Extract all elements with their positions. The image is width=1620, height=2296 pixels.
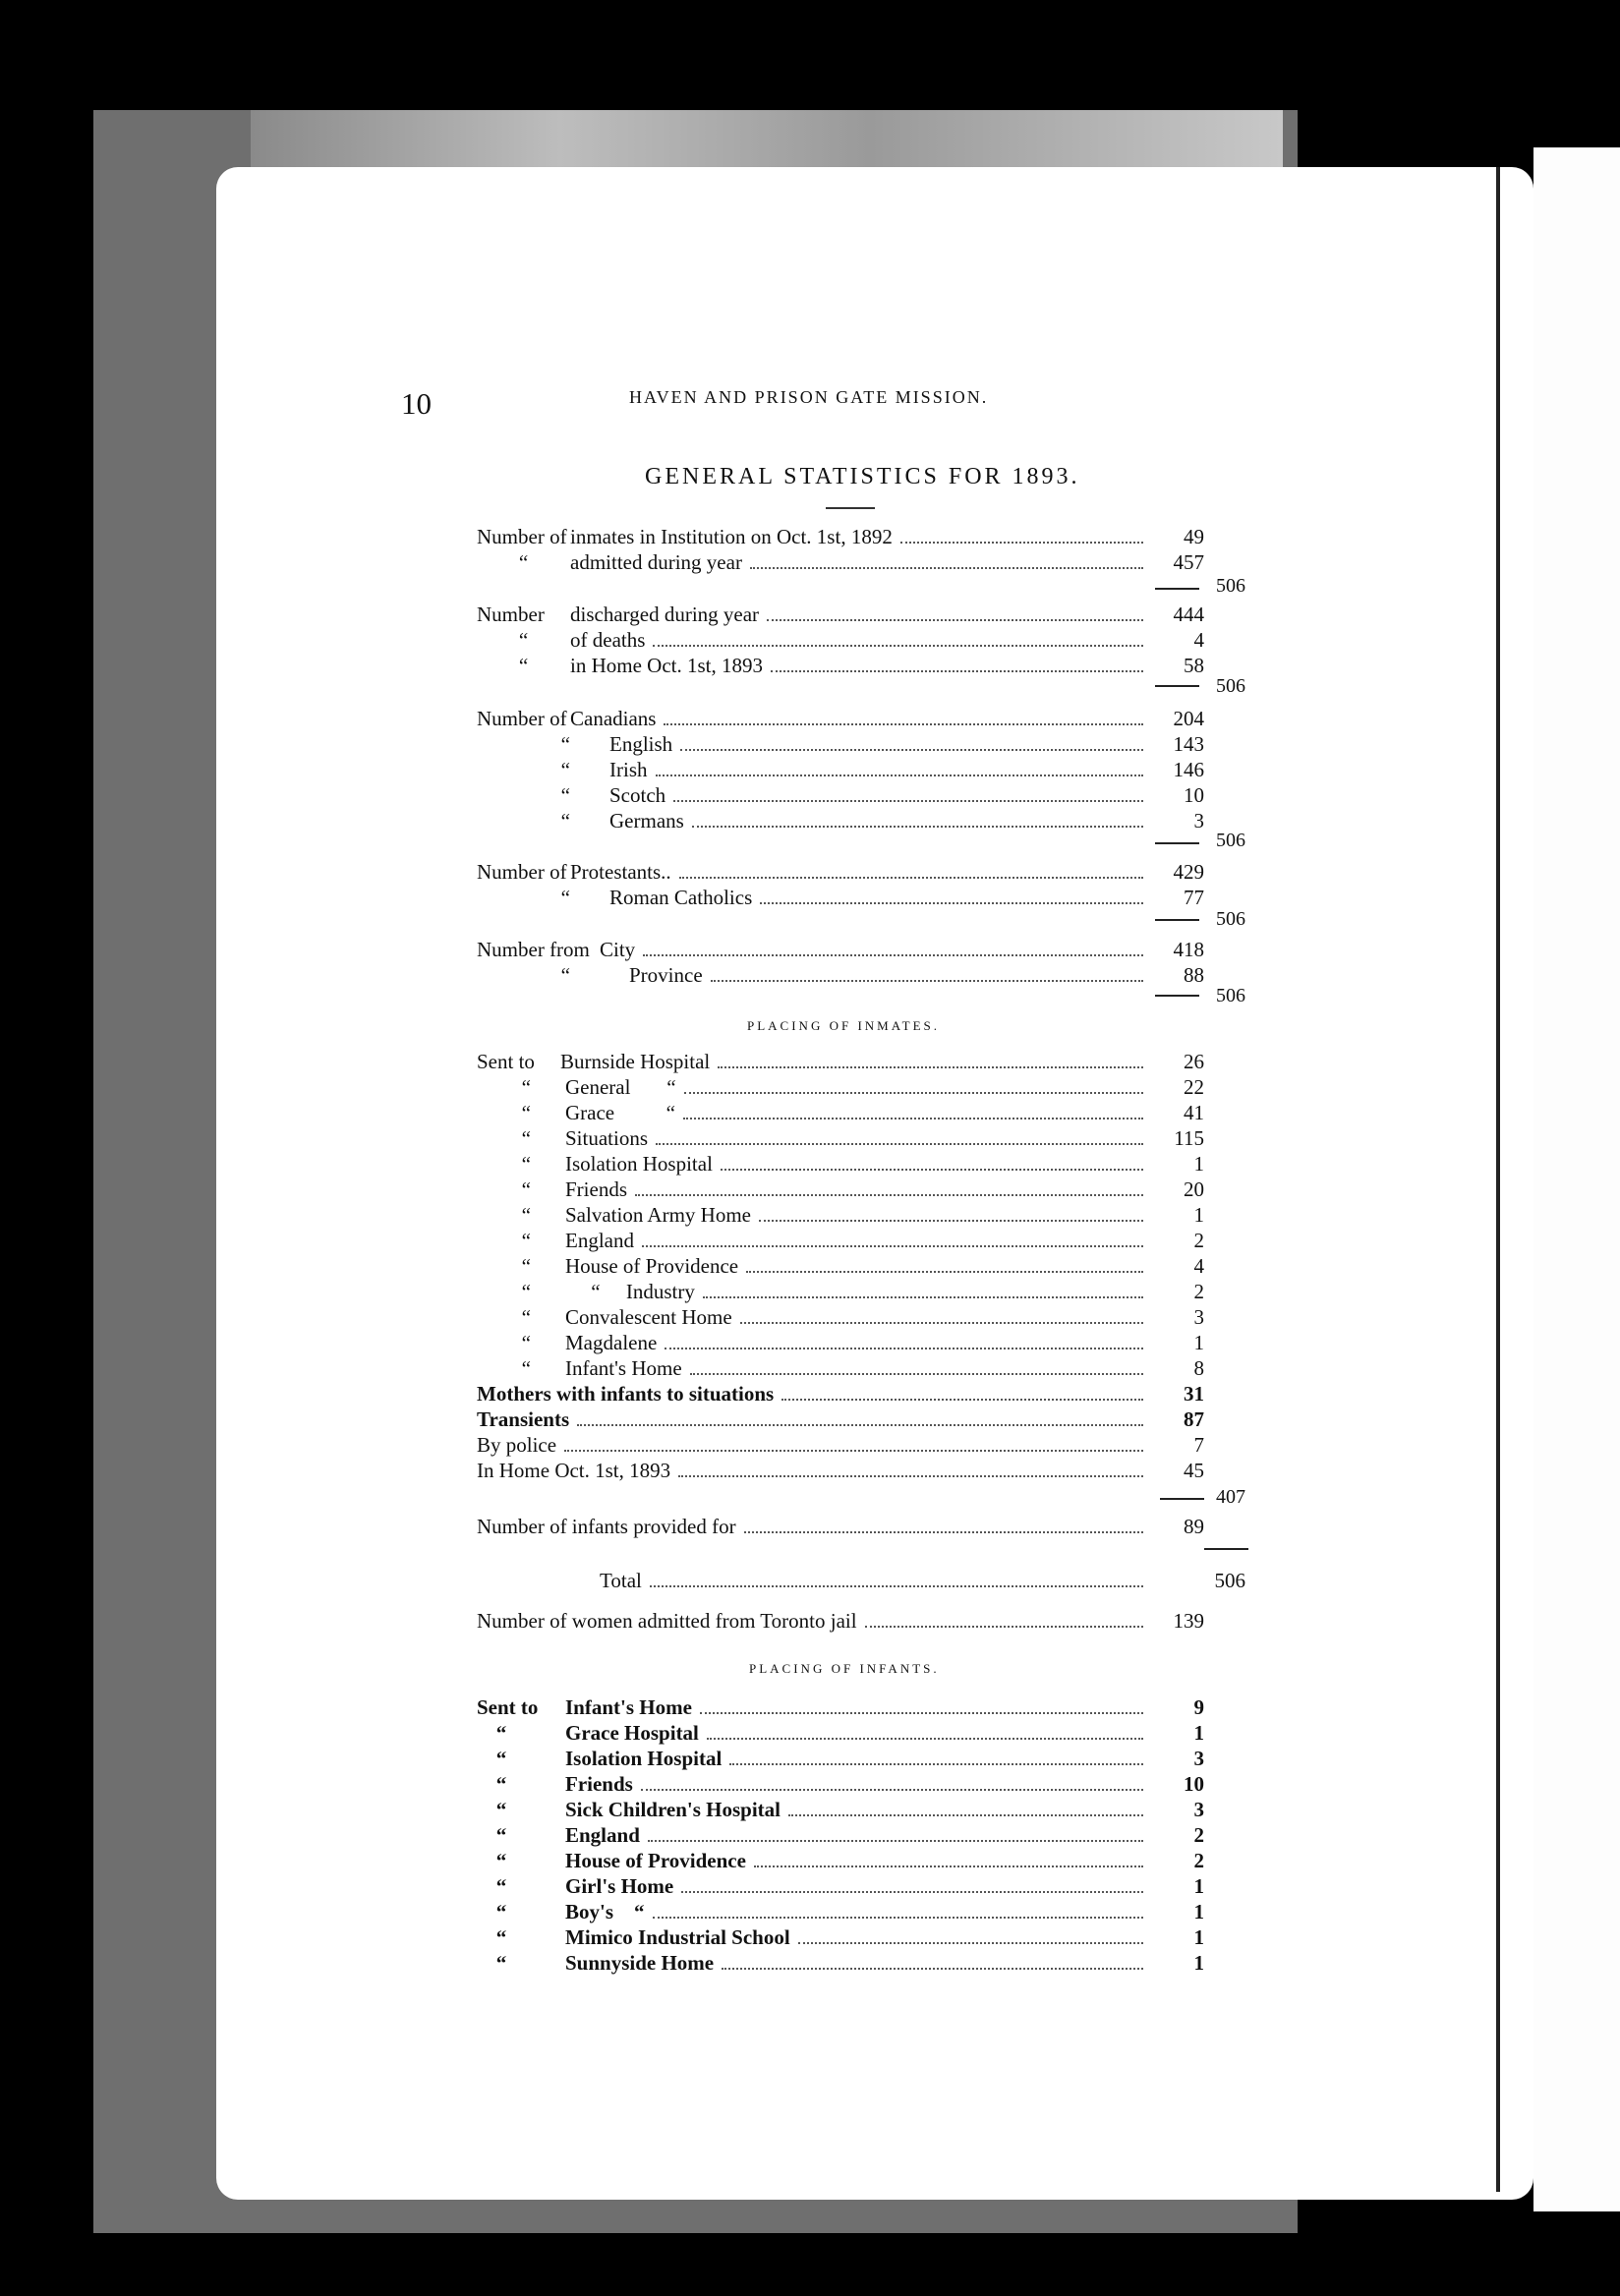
- row-lead-word: “: [521, 1331, 531, 1354]
- row-lead-word: Sent to: [477, 1695, 539, 1719]
- row-lead-word: “: [560, 732, 570, 756]
- table-row: [477, 1950, 1204, 1976]
- row-label-group: [477, 1355, 682, 1381]
- row-label: House of Providence: [565, 1254, 739, 1278]
- row-label: Total: [600, 1569, 642, 1592]
- dot-leader: [643, 954, 1143, 956]
- row-label: England: [565, 1823, 640, 1847]
- table-row: [477, 1253, 1204, 1279]
- row-value: 506: [1214, 1569, 1245, 1592]
- table-row: [477, 937, 1204, 962]
- row-lead-word: “: [495, 1721, 507, 1745]
- row-label-group: [477, 1432, 556, 1458]
- total-rule: [1160, 1498, 1204, 1500]
- row-lead-word: “: [560, 963, 570, 987]
- dot-leader: [642, 1245, 1143, 1247]
- row-lead-word: Number of: [477, 860, 567, 884]
- running-title: HAVEN AND PRISON GATE MISSION.: [629, 387, 989, 407]
- row-value: 10: [1184, 783, 1204, 807]
- row-label: By police: [477, 1433, 557, 1457]
- table-row: [477, 1304, 1204, 1330]
- row-label-group: [477, 1568, 642, 1593]
- row-label-group: [477, 1100, 675, 1125]
- row-value: 26: [1184, 1050, 1204, 1073]
- dot-leader: [641, 1789, 1143, 1791]
- row-label-group: [477, 1746, 722, 1771]
- row-value: 3: [1193, 809, 1204, 832]
- table-row: [477, 1873, 1204, 1899]
- row-label: inmates in Institution on Oct. 1st, 1892: [570, 525, 893, 548]
- row-value: 457: [1173, 550, 1204, 574]
- row-lead-word: “: [495, 1925, 507, 1949]
- row-label: General “: [565, 1075, 676, 1099]
- dot-leader: [788, 1814, 1143, 1816]
- row-value: 22: [1184, 1075, 1204, 1099]
- row-label: Magdalene: [565, 1331, 658, 1354]
- row-label-group: [477, 1720, 699, 1746]
- row-label: discharged during year: [570, 603, 760, 626]
- row-label-group: [477, 627, 645, 653]
- table-row: [477, 1100, 1204, 1125]
- row-label: Girl's Home: [565, 1874, 674, 1898]
- row-value: 8: [1193, 1356, 1204, 1380]
- section-1-total: 506: [1216, 575, 1245, 597]
- row-label-group: [477, 1151, 713, 1177]
- table-row: [477, 1279, 1204, 1304]
- dot-leader: [760, 902, 1143, 904]
- dot-leader: [718, 1066, 1143, 1068]
- row-lead-word: “: [518, 628, 529, 652]
- row-label: Scotch: [609, 783, 666, 807]
- row-label: House of Providence: [565, 1849, 746, 1872]
- row-lead-word: “: [495, 1798, 507, 1821]
- row-label-group: [477, 1074, 676, 1100]
- total-rule: [1155, 919, 1199, 921]
- row-value: 77: [1184, 886, 1204, 909]
- total-rule: [1204, 1548, 1248, 1550]
- dot-leader: [700, 1712, 1143, 1714]
- table-row: [477, 757, 1204, 782]
- row-label-group: [477, 653, 763, 678]
- dot-leader: [781, 1399, 1143, 1401]
- row-lead-word: “: [521, 1305, 531, 1329]
- row-label-group: [477, 1228, 634, 1253]
- row-label: Roman Catholics: [609, 886, 753, 909]
- dot-leader: [729, 1763, 1143, 1765]
- dot-leader: [650, 1585, 1143, 1587]
- row-lead-word: “: [518, 654, 529, 677]
- dot-leader: [656, 1143, 1143, 1145]
- table-row: [477, 885, 1204, 910]
- dot-leader: [722, 1968, 1143, 1970]
- table-row: [477, 549, 1204, 575]
- dot-leader: [746, 1271, 1143, 1273]
- dot-leader: [703, 1296, 1143, 1298]
- row-value: 143: [1173, 732, 1204, 756]
- row-label: Canadians: [570, 707, 657, 730]
- row-label-group: [477, 808, 684, 833]
- row-lead-word: “: [521, 1203, 531, 1227]
- row-value: 1: [1193, 1925, 1204, 1949]
- dot-leader: [744, 1531, 1143, 1533]
- row-value: 9: [1193, 1695, 1204, 1719]
- row-label-group: [477, 1950, 714, 1976]
- table-row: [477, 782, 1204, 808]
- dot-leader: [665, 1348, 1143, 1349]
- row-value: 146: [1173, 758, 1204, 781]
- table-row: [477, 1074, 1204, 1100]
- row-label: Infant's Home: [565, 1356, 682, 1380]
- row-label: Situations: [565, 1126, 649, 1150]
- row-label: Germans: [609, 809, 684, 832]
- row-lead-word: “: [521, 1126, 531, 1150]
- row-value: 45: [1184, 1459, 1204, 1482]
- row-value: 3: [1193, 1798, 1204, 1821]
- subtotal-value: 407: [1216, 1486, 1245, 1508]
- dot-leader: [711, 980, 1143, 982]
- dot-leader: [656, 775, 1144, 776]
- row-value: 10: [1184, 1772, 1204, 1796]
- row-label: Transients: [477, 1407, 570, 1431]
- row-label: Isolation Hospital: [565, 1747, 723, 1770]
- row-value: 58: [1184, 654, 1204, 677]
- row-value: 31: [1184, 1382, 1204, 1406]
- table-row: [477, 1746, 1204, 1771]
- row-lead-word: “: [495, 1772, 507, 1796]
- row-lead-word: “: [495, 1874, 507, 1898]
- row-label: Isolation Hospital: [565, 1152, 713, 1176]
- row-value: 1: [1193, 1951, 1204, 1975]
- table-row: [477, 1848, 1204, 1873]
- total-rule: [1155, 842, 1199, 844]
- row-value: 49: [1184, 525, 1204, 548]
- row-label-group: [477, 524, 893, 549]
- row-lead-word: “: [518, 550, 529, 574]
- table-row: [477, 1355, 1204, 1381]
- row-label: England: [565, 1229, 634, 1252]
- table-row: [477, 1125, 1204, 1151]
- page-binding-edge: [1496, 167, 1500, 2192]
- row-value: 115: [1174, 1126, 1204, 1150]
- row-label: Province: [629, 963, 703, 987]
- table-row: [477, 1771, 1204, 1797]
- row-label-group: [477, 1049, 710, 1074]
- dot-leader: [653, 1917, 1143, 1919]
- total-rule: [1155, 995, 1199, 997]
- row-value: 3: [1193, 1747, 1204, 1770]
- dot-leader: [740, 1322, 1143, 1324]
- total-rule: [1155, 588, 1199, 590]
- table-row: [477, 1228, 1204, 1253]
- row-label-group: [477, 1608, 857, 1634]
- table-row: [477, 1202, 1204, 1228]
- row-label-group: [477, 1848, 746, 1873]
- table-row: [477, 962, 1204, 988]
- section-2-total: 506: [1216, 675, 1245, 697]
- row-lead-word: Sent to: [477, 1050, 535, 1073]
- dot-leader: [679, 877, 1143, 879]
- row-lead-word: “: [495, 1900, 507, 1923]
- section-5-total: 506: [1216, 985, 1245, 1006]
- row-label: City: [600, 938, 636, 961]
- table-row: [477, 627, 1204, 653]
- row-label: Mimico Industrial School: [565, 1925, 790, 1949]
- row-label-group: [477, 1406, 569, 1432]
- row-label: Grace “: [565, 1101, 675, 1124]
- row-lead-word: “: [521, 1075, 531, 1099]
- row-label-group: [477, 1304, 732, 1330]
- page-number: 10: [401, 386, 432, 421]
- row-label: of deaths: [570, 628, 646, 652]
- row-label-group: [477, 1694, 692, 1720]
- row-lead-word: “: [521, 1356, 531, 1380]
- row-label: “ Industry: [565, 1280, 695, 1303]
- row-value: 20: [1184, 1177, 1204, 1201]
- dot-leader: [564, 1450, 1143, 1452]
- row-lead-word: “: [560, 809, 570, 832]
- table-row: [477, 524, 1204, 549]
- row-lead-word: “: [560, 783, 570, 807]
- row-label-group: [477, 885, 752, 910]
- row-value: 88: [1184, 963, 1204, 987]
- dot-leader: [678, 1475, 1143, 1477]
- placing-of-infants-heading: PLACING OF INFANTS.: [749, 1661, 940, 1676]
- row-label-group: [477, 1253, 738, 1279]
- row-label: Grace Hospital: [565, 1721, 699, 1745]
- row-label-group: [477, 1822, 640, 1848]
- row-label-group: [477, 1330, 657, 1355]
- table-row: [477, 1694, 1204, 1720]
- table-row: [477, 1177, 1204, 1202]
- table-row: [477, 1822, 1204, 1848]
- row-value: 1: [1193, 1874, 1204, 1898]
- row-value: 3: [1193, 1305, 1204, 1329]
- row-lead-word: Number: [477, 603, 545, 626]
- row-label-group: [477, 549, 742, 575]
- row-lead-word: “: [521, 1101, 531, 1124]
- row-lead-word: “: [521, 1280, 531, 1303]
- row-label: Burnside Hospital: [560, 1050, 711, 1073]
- dot-leader: [681, 1891, 1143, 1893]
- dot-leader: [664, 723, 1143, 725]
- table-row: [477, 1720, 1204, 1746]
- row-label-group: [477, 1381, 774, 1406]
- row-label: Protestants..: [570, 860, 671, 884]
- section-4-total: 506: [1216, 908, 1245, 930]
- table-row: [477, 1049, 1204, 1074]
- row-lead-word: “: [495, 1849, 507, 1872]
- adjacent-page-edge: [1533, 147, 1620, 2211]
- row-label-group: [477, 962, 703, 988]
- row-value: 1: [1193, 1152, 1204, 1176]
- table-row: [477, 1381, 1204, 1406]
- dot-leader: [798, 1942, 1143, 1944]
- row-lead-word: “: [495, 1823, 507, 1847]
- section-3-total: 506: [1216, 830, 1245, 851]
- row-label: Irish: [609, 758, 648, 781]
- row-label-group: [477, 1202, 751, 1228]
- dot-leader: [759, 1220, 1143, 1222]
- row-value: 444: [1173, 603, 1204, 626]
- row-value: 2: [1193, 1849, 1204, 1872]
- row-label: Convalescent Home: [565, 1305, 732, 1329]
- row-label-group: [477, 1771, 633, 1797]
- row-label-group: [477, 602, 759, 627]
- row-label-group: [477, 1873, 673, 1899]
- row-label-group: [477, 1177, 627, 1202]
- row-value: 418: [1173, 938, 1204, 961]
- row-value: 89: [1184, 1515, 1204, 1538]
- row-label: in Home Oct. 1st, 1893: [570, 654, 763, 677]
- row-label: Friends: [565, 1177, 627, 1201]
- row-lead-word: “: [521, 1254, 531, 1278]
- row-value: 41: [1184, 1101, 1204, 1124]
- row-lead-word: “: [521, 1177, 531, 1201]
- row-label-group: [477, 859, 671, 885]
- row-value: 2: [1193, 1823, 1204, 1847]
- title-rule: [826, 507, 875, 509]
- dot-leader: [683, 1118, 1143, 1119]
- table-row: [477, 1406, 1204, 1432]
- table-row: [477, 1608, 1204, 1634]
- table-row: [477, 859, 1204, 885]
- row-value: 7: [1193, 1433, 1204, 1457]
- row-value: 1: [1193, 1721, 1204, 1745]
- row-value: 1: [1193, 1331, 1204, 1354]
- dot-leader: [707, 1738, 1143, 1740]
- row-value: 4: [1193, 1254, 1204, 1278]
- dot-leader: [721, 1169, 1143, 1171]
- row-value: 4: [1193, 628, 1204, 652]
- dot-leader: [865, 1626, 1143, 1628]
- table-row: [477, 602, 1204, 627]
- row-label: Friends: [565, 1772, 633, 1796]
- row-label-group: [477, 1279, 695, 1304]
- row-label-group: [477, 1924, 790, 1950]
- placing-of-inmates-heading: PLACING OF INMATES.: [747, 1018, 941, 1033]
- row-label: admitted during year: [570, 550, 742, 574]
- table-row: [477, 653, 1204, 678]
- row-value: 1: [1193, 1900, 1204, 1923]
- row-label-group: [477, 706, 656, 731]
- row-lead-word: “: [560, 886, 570, 909]
- dot-leader: [750, 567, 1143, 569]
- table-row: [477, 1330, 1204, 1355]
- dot-leader: [684, 1092, 1143, 1094]
- table-row: [477, 1432, 1204, 1458]
- dot-leader: [754, 1866, 1143, 1867]
- row-value: 1: [1193, 1203, 1204, 1227]
- row-label-group: [477, 1899, 645, 1924]
- dot-leader: [577, 1424, 1143, 1426]
- row-label-group: [477, 1458, 670, 1483]
- dot-leader: [635, 1194, 1143, 1196]
- page-title: GENERAL STATISTICS FOR 1893.: [645, 464, 1080, 489]
- row-label: Infant's Home: [565, 1695, 692, 1719]
- row-label-group: [477, 937, 635, 962]
- table-row: [477, 1899, 1204, 1924]
- row-value: 429: [1173, 860, 1204, 884]
- row-lead-word: Number of: [477, 525, 567, 548]
- table-row: [477, 808, 1204, 833]
- row-label-group: [477, 1514, 736, 1539]
- dot-leader: [680, 749, 1143, 751]
- row-value: 204: [1173, 707, 1204, 730]
- row-label-group: [477, 1797, 781, 1822]
- row-lead-word: “: [495, 1951, 507, 1975]
- dot-leader: [673, 800, 1143, 802]
- dot-leader: [767, 619, 1143, 621]
- row-label: Salvation Army Home: [565, 1203, 751, 1227]
- row-label-group: [477, 782, 665, 808]
- row-value: 139: [1173, 1609, 1204, 1633]
- row-value: 87: [1184, 1407, 1204, 1431]
- table-row: [477, 1514, 1204, 1539]
- dot-leader: [690, 1373, 1143, 1375]
- dot-leader: [692, 826, 1143, 828]
- dot-leader: [771, 670, 1143, 672]
- row-label-group: [477, 757, 648, 782]
- row-lead-word: “: [560, 758, 570, 781]
- dot-leader: [653, 645, 1143, 647]
- row-label-group: [477, 1125, 648, 1151]
- table-row: [477, 1568, 1245, 1593]
- row-label: Number of infants provided for: [477, 1515, 736, 1538]
- row-lead-word: Number of: [477, 707, 567, 730]
- dot-leader: [648, 1840, 1143, 1842]
- dot-leader: [900, 542, 1143, 544]
- row-value: 2: [1193, 1229, 1204, 1252]
- row-label-group: [477, 731, 672, 757]
- row-label: Sunnyside Home: [565, 1951, 715, 1975]
- total-rule: [1155, 685, 1199, 687]
- row-value: 2: [1193, 1280, 1204, 1303]
- table-row: [477, 1797, 1204, 1822]
- row-label: English: [609, 732, 673, 756]
- table-row: [477, 706, 1204, 731]
- table-row: [477, 1151, 1204, 1177]
- table-row: [477, 1924, 1204, 1950]
- row-lead-word: “: [521, 1152, 531, 1176]
- row-label: Mothers with infants to situations: [477, 1382, 775, 1406]
- row-label: In Home Oct. 1st, 1893: [477, 1459, 671, 1482]
- table-row: [477, 731, 1204, 757]
- row-lead-word: Number from: [477, 938, 590, 961]
- table-row: [477, 1458, 1204, 1483]
- row-label: Boy's “: [565, 1900, 645, 1923]
- row-lead-word: “: [495, 1747, 507, 1770]
- row-label: Number of women admitted from Toronto jail: [477, 1609, 857, 1633]
- row-label: Sick Children's Hospital: [565, 1798, 781, 1821]
- row-lead-word: “: [521, 1229, 531, 1252]
